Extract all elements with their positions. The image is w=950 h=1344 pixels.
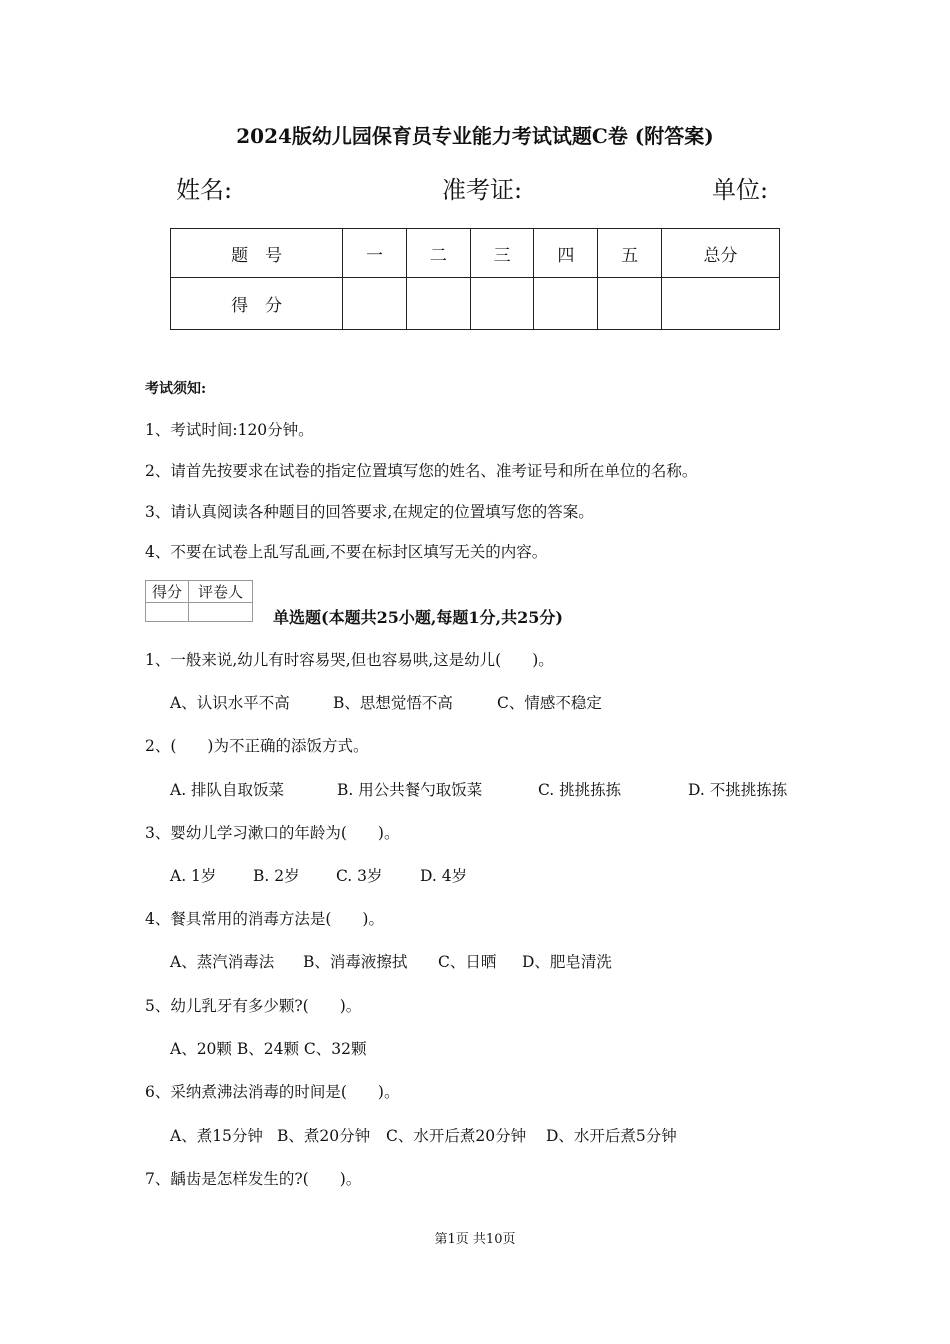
grader-name-label: 评卷人 xyxy=(189,581,253,603)
answer-option: A、煮15分钟 xyxy=(170,1127,263,1145)
answer-option: B、思想觉悟不高 xyxy=(333,694,453,712)
score-header-cell: 四 xyxy=(534,229,598,278)
answer-option: B. 2岁 xyxy=(253,867,300,885)
answer-option: A. 排队自取饭菜 xyxy=(170,781,285,799)
exam-id-field-label: 准考证: xyxy=(442,176,523,204)
page-footer: 第1页 共10页 xyxy=(434,1232,516,1247)
grader-name-cell[interactable] xyxy=(189,603,253,622)
answer-option: A、蒸汽消毒法 xyxy=(170,953,275,971)
score-row-label: 得 分 xyxy=(171,278,343,330)
score-cell[interactable] xyxy=(343,278,407,330)
notice-item: 1、考试时间:120分钟。 xyxy=(145,421,314,439)
score-header-cell: 题 号 xyxy=(171,229,343,278)
score-cell[interactable] xyxy=(470,278,534,330)
score-header-cell: 三 xyxy=(470,229,534,278)
answer-option: B、煮20分钟 xyxy=(277,1127,371,1145)
answer-option: C. 3岁 xyxy=(336,867,383,885)
grader-box xyxy=(145,580,253,622)
question-text: 5、幼儿乳牙有多少颗?( )。 xyxy=(145,997,362,1015)
score-cell[interactable] xyxy=(406,278,470,330)
score-cell[interactable] xyxy=(598,278,662,330)
question-text: 2、( )为不正确的添饭方式。 xyxy=(145,737,369,755)
answer-option: A、认识水平不高 xyxy=(170,694,290,712)
question-text: 7、龋齿是怎样发生的?( )。 xyxy=(145,1170,362,1188)
notice-item: 4、不要在试卷上乱写乱画,不要在标封区填写无关的内容。 xyxy=(145,543,548,561)
name-field-label: 姓名: xyxy=(176,176,233,204)
answer-option: D、水开后煮5分钟 xyxy=(546,1127,677,1145)
grader-score-cell[interactable] xyxy=(146,603,189,622)
answer-option: D、肥皂清洗 xyxy=(522,953,612,971)
answer-option: A、20颗 B、24颗 C、32颗 xyxy=(170,1040,367,1058)
answer-option: C、水开后煮20分钟 xyxy=(386,1127,527,1145)
notice-item: 3、请认真阅读各种题目的回答要求,在规定的位置填写您的答案。 xyxy=(145,503,594,521)
score-header-cell: 一 xyxy=(343,229,407,278)
question-text: 1、一般来说,幼儿有时容易哭,但也容易哄,这是幼儿( )。 xyxy=(145,651,554,669)
page-title: 2024版幼儿园保育员专业能力考试试题C卷 (附答案) xyxy=(236,124,714,148)
question-text: 3、婴幼儿学习漱口的年龄为( )。 xyxy=(145,824,400,842)
answer-option: B. 用公共餐勺取饭菜 xyxy=(337,781,483,799)
unit-field-label: 单位: xyxy=(712,176,769,204)
score-header-cell: 总分 xyxy=(662,229,780,278)
score-cell[interactable] xyxy=(534,278,598,330)
grader-score-label: 得分 xyxy=(146,581,189,603)
answer-option: D. 4岁 xyxy=(420,867,468,885)
answer-option: C. 挑挑拣拣 xyxy=(538,781,622,799)
question-text: 6、采纳煮沸法消毒的时间是( )。 xyxy=(145,1083,400,1101)
answer-option: C、情感不稳定 xyxy=(497,694,602,712)
answer-option: C、日晒 xyxy=(438,953,497,971)
answer-option: B、消毒液擦拭 xyxy=(303,953,408,971)
section-title: 单选题(本题共25小题,每题1分,共25分) xyxy=(273,608,563,627)
answer-option: D. 不挑挑拣拣 xyxy=(688,781,788,799)
notice-item: 2、请首先按要求在试卷的指定位置填写您的姓名、准考证号和所在单位的名称。 xyxy=(145,462,698,480)
score-cell[interactable] xyxy=(662,278,780,330)
answer-option: A. 1岁 xyxy=(170,867,217,885)
score-header-cell: 二 xyxy=(406,229,470,278)
question-text: 4、餐具常用的消毒方法是( )。 xyxy=(145,910,384,928)
notice-heading: 考试须知: xyxy=(145,381,207,397)
score-table xyxy=(170,228,780,330)
score-header-cell: 五 xyxy=(598,229,662,278)
